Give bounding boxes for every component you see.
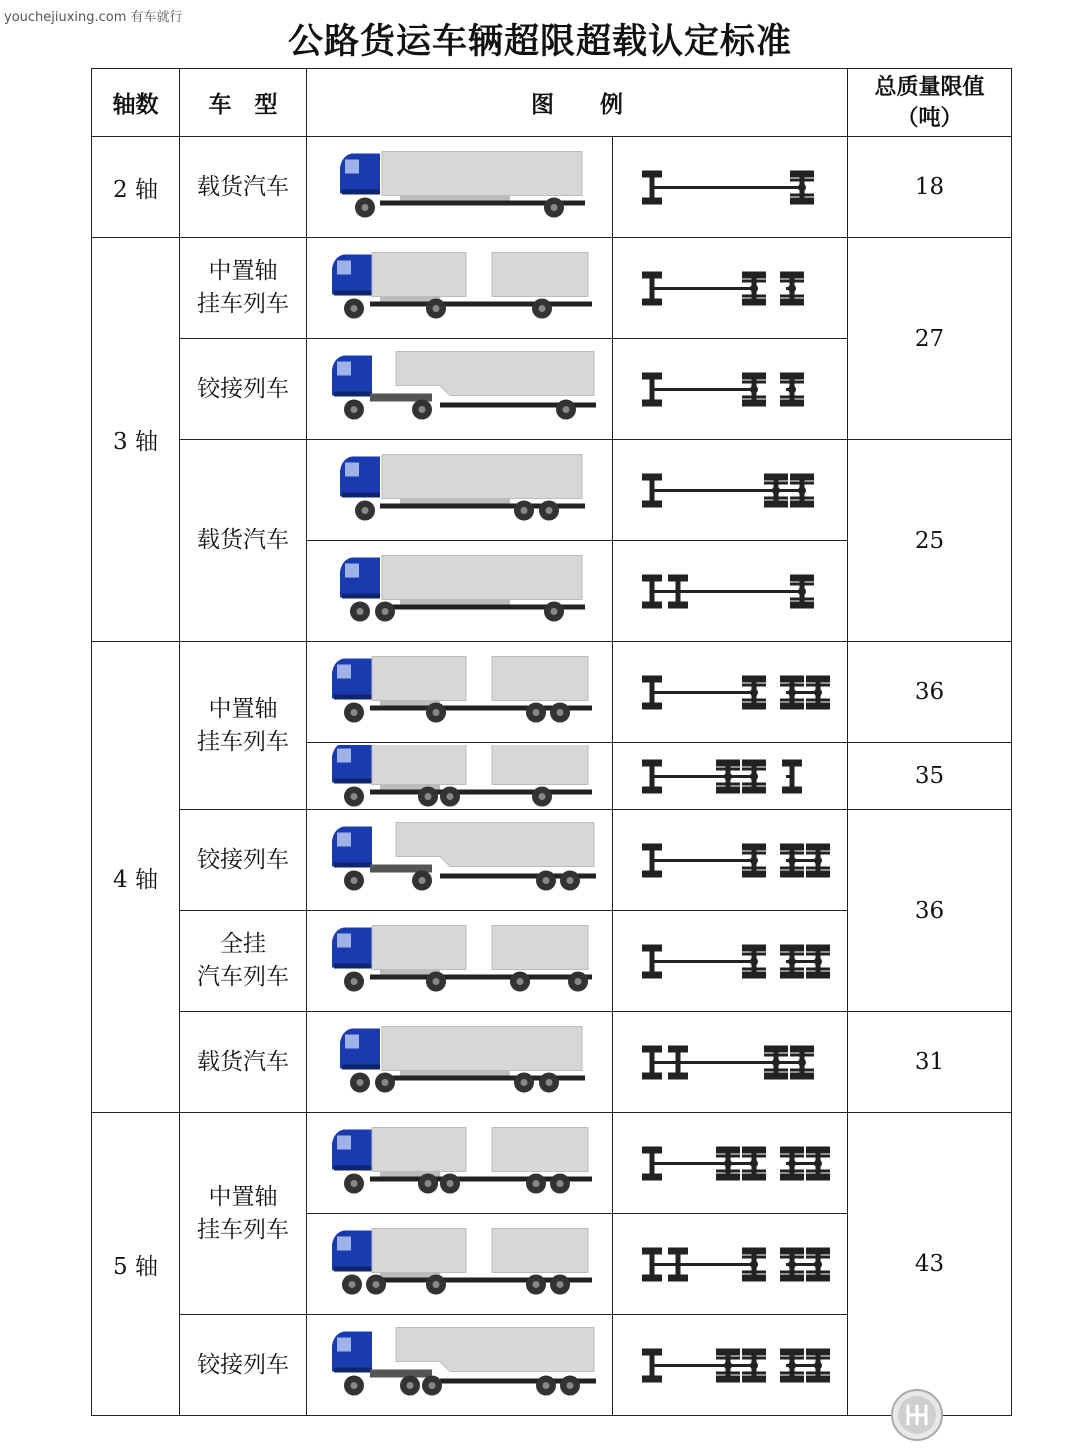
dual-axle-icon bbox=[780, 372, 804, 406]
table-row bbox=[92, 642, 1012, 743]
truck-illustration bbox=[310, 913, 610, 1010]
truck-illustration bbox=[310, 812, 610, 909]
vehicle-illustration-cell bbox=[307, 440, 613, 541]
vehicle-type-cell bbox=[180, 1012, 307, 1113]
truck-cab-icon bbox=[332, 826, 372, 867]
axle-diagram bbox=[616, 543, 844, 640]
truck-illustration bbox=[310, 1115, 610, 1212]
vehicle-type-label: 挂车列车 bbox=[197, 291, 289, 317]
truck-illustration bbox=[310, 341, 610, 438]
axle-diagram-cell bbox=[613, 1214, 848, 1315]
table-row bbox=[92, 810, 1012, 911]
axle-diagram-cell bbox=[613, 238, 848, 339]
axle-diagram bbox=[616, 913, 844, 1010]
header-mass-unit: （吨） bbox=[896, 105, 963, 131]
vehicle-illustration-cell bbox=[307, 642, 613, 743]
vehicle-type-label: 载货汽车 bbox=[197, 1048, 289, 1075]
axle-diagram bbox=[616, 1317, 844, 1414]
truck-cab-icon bbox=[332, 355, 372, 396]
vehicle-type-cell bbox=[180, 1315, 307, 1416]
axle-diagram-cell bbox=[613, 1315, 848, 1416]
axle-diagram-cell bbox=[613, 339, 848, 440]
vehicle-illustration-cell bbox=[307, 541, 613, 642]
axle-diagram-cell bbox=[613, 137, 848, 238]
axle-count-cell: 2 轴 bbox=[92, 137, 180, 238]
header-mass-limit bbox=[848, 69, 1012, 137]
header-type: 车 型 bbox=[180, 69, 307, 137]
truck-illustration bbox=[310, 240, 610, 337]
vehicle-type-label: 挂车列车 bbox=[197, 1216, 289, 1243]
truck-illustration bbox=[310, 1317, 610, 1414]
vehicle-type-label: 挂车列车 bbox=[197, 728, 289, 755]
vehicle-illustration-cell bbox=[307, 1113, 613, 1214]
axle-diagram bbox=[616, 341, 844, 438]
axle-diagram-cell bbox=[613, 440, 848, 541]
vehicle-type-cell bbox=[180, 911, 307, 1012]
axle-diagram-cell bbox=[613, 541, 848, 642]
truck-cab-icon bbox=[340, 153, 380, 194]
vehicle-illustration-cell bbox=[307, 238, 613, 339]
vehicle-type-cell bbox=[180, 238, 307, 339]
vehicle-type-label: 铰接列车 bbox=[197, 1351, 289, 1378]
truck-illustration bbox=[310, 139, 610, 236]
mass-limit-cell: 31 bbox=[848, 1012, 1012, 1113]
axle-diagram bbox=[616, 139, 844, 236]
axle-diagram-cell bbox=[613, 810, 848, 911]
axle-diagram bbox=[616, 644, 844, 741]
truck-illustration bbox=[310, 442, 610, 539]
truck-illustration bbox=[310, 1014, 610, 1111]
axle-diagram bbox=[616, 1115, 844, 1212]
axle-diagram-cell bbox=[613, 911, 848, 1012]
vehicle-illustration-cell bbox=[307, 339, 613, 440]
table-row bbox=[92, 440, 1012, 541]
header-axles: 轴数 bbox=[92, 69, 180, 137]
vehicle-type-label: 载货汽车 bbox=[197, 173, 289, 200]
header-row bbox=[92, 69, 1012, 137]
truck-cab-icon bbox=[340, 456, 380, 497]
table-row bbox=[92, 137, 1012, 238]
table-row bbox=[92, 1113, 1012, 1214]
mass-limit-cell: 43 bbox=[848, 1113, 1012, 1416]
mass-limit-cell: 27 bbox=[848, 238, 1012, 440]
truck-illustration bbox=[310, 644, 610, 741]
mass-limit-cell: 36 bbox=[848, 642, 1012, 743]
truck-cab-icon bbox=[332, 927, 372, 968]
axle-diagram bbox=[616, 1216, 844, 1313]
axle-diagram bbox=[616, 240, 844, 337]
vehicle-type-label: 中置轴 bbox=[208, 1183, 278, 1210]
mass-limit-cell: 36 bbox=[848, 810, 1012, 1012]
header-mass-label: 总质量限值 bbox=[874, 74, 985, 100]
axle-diagram bbox=[616, 812, 844, 909]
axle-count-cell: 5 轴 bbox=[92, 1113, 180, 1416]
vehicle-illustration-cell bbox=[307, 810, 613, 911]
axle-count-cell: 4 轴 bbox=[92, 642, 180, 1113]
vehicle-type-label: 汽车列车 bbox=[197, 964, 289, 990]
standard-table bbox=[91, 68, 1012, 1416]
truck-cab-icon bbox=[332, 658, 372, 699]
site-watermark: youchejiuxing.com 有车就行 bbox=[4, 10, 183, 25]
gear-shift-logo-icon bbox=[890, 1388, 944, 1442]
table-row bbox=[92, 238, 1012, 339]
header-legend: 图 例 bbox=[307, 69, 848, 137]
vehicle-type-cell bbox=[180, 1113, 307, 1315]
mass-limit-cell: 18 bbox=[848, 137, 1012, 238]
vehicle-type-label: 载货汽车 bbox=[197, 527, 289, 553]
single-axle-icon bbox=[782, 759, 802, 793]
vehicle-illustration-cell bbox=[307, 911, 613, 1012]
truck-cab-icon bbox=[332, 1230, 372, 1271]
vehicle-type-cell bbox=[180, 642, 307, 810]
axle-diagram-cell bbox=[613, 1113, 848, 1214]
axle-count-cell: 3 轴 bbox=[92, 238, 180, 642]
vehicle-type-label: 中置轴 bbox=[208, 695, 278, 722]
axle-diagram-cell bbox=[613, 642, 848, 743]
axle-diagram bbox=[616, 745, 844, 808]
vehicle-type-cell bbox=[180, 137, 307, 238]
truck-cab-icon bbox=[332, 254, 372, 295]
axle-diagram bbox=[616, 442, 844, 539]
truck-cab-icon bbox=[332, 745, 372, 784]
truck-cab-icon bbox=[340, 1028, 380, 1069]
vehicle-type-label: 全挂 bbox=[220, 931, 266, 957]
vehicle-illustration-cell bbox=[307, 1315, 613, 1416]
vehicle-illustration-cell bbox=[307, 743, 613, 810]
axle-diagram-cell bbox=[613, 1012, 848, 1113]
dual-axle-icon bbox=[780, 271, 804, 305]
truck-cab-icon bbox=[340, 557, 380, 598]
page-title: 公路货运车辆超限超载认定标准 bbox=[287, 22, 792, 62]
vehicle-type-cell bbox=[180, 440, 307, 642]
vehicle-type-label: 中置轴 bbox=[208, 258, 278, 284]
vehicle-type-label: 铰接列车 bbox=[197, 846, 289, 873]
vehicle-illustration-cell bbox=[307, 1012, 613, 1113]
axle-diagram-cell bbox=[613, 743, 848, 810]
vehicle-illustration-cell bbox=[307, 1214, 613, 1315]
vehicle-type-cell bbox=[180, 810, 307, 911]
truck-illustration bbox=[310, 745, 610, 808]
vehicle-type-cell bbox=[180, 339, 307, 440]
truck-illustration bbox=[310, 1216, 610, 1313]
mass-limit-cell: 25 bbox=[848, 440, 1012, 642]
truck-illustration bbox=[310, 543, 610, 640]
truck-cab-icon bbox=[332, 1331, 372, 1372]
mass-limit-cell: 35 bbox=[848, 743, 1012, 810]
vehicle-type-label: 铰接列车 bbox=[197, 375, 289, 402]
table-row bbox=[92, 1012, 1012, 1113]
truck-cab-icon bbox=[332, 1129, 372, 1170]
axle-diagram bbox=[616, 1014, 844, 1111]
vehicle-illustration-cell bbox=[307, 137, 613, 238]
